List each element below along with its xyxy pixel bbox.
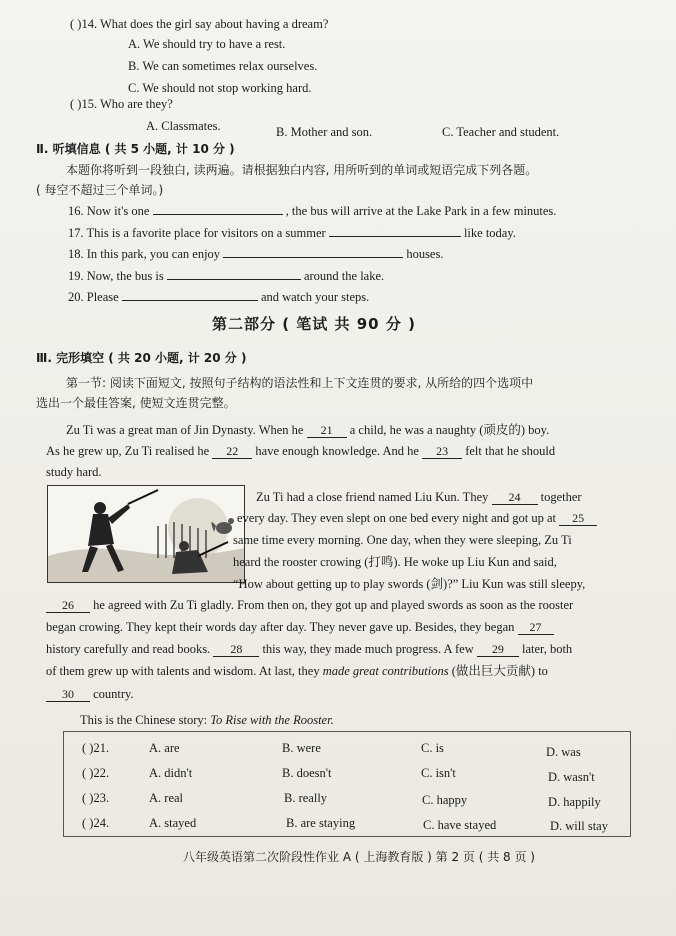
section-2-intro-line1: 本题你将听到一段独白, 读两遍。请根据独白内容, 用所听到的单词或短语完成下列各题。 (66, 163, 538, 177)
option-21-d[interactable]: D. was (546, 745, 581, 759)
question-18 (68, 243, 443, 262)
question-14 (70, 16, 328, 32)
answer-blank-19[interactable] (167, 265, 301, 280)
option-22-a[interactable]: A. didn't (149, 766, 193, 780)
question-17-text-end: like today. (463, 226, 516, 240)
option-row-21-number: ( )21. (82, 741, 110, 755)
story-title: To Rise with the Rooster. (210, 713, 334, 727)
cloze-blank-23: 23 (422, 444, 462, 459)
question-17 (68, 222, 516, 241)
answer-blank-16[interactable] (153, 200, 283, 215)
passage-line-12 (46, 663, 548, 679)
passage-line-7: heard the rooster crowing (打鸣). He woke up Liu Kun and said, (233, 555, 557, 569)
passage-text: together (540, 490, 582, 504)
passage-text: As he grew up, Zu Ti realised he (46, 444, 210, 458)
question-15-option-c: C. Teacher and student. (442, 125, 560, 139)
passage-text: felt that he should (465, 444, 556, 458)
cloze-blank-24: 24 (492, 490, 538, 505)
cloze-blank-22: 22 (212, 444, 252, 459)
passage-text: history carefully and read books. (46, 642, 211, 656)
question-18-text: 18. In this park, you can enjoy (68, 247, 221, 261)
passage-line-6: same time every morning. One day, when they were sleeping, Zu Ti (233, 533, 572, 547)
question-14-option-c: C. We should not stop working hard. (128, 81, 312, 95)
passage-text: a child, he was a naughty (顽皮的) boy. (349, 423, 550, 437)
cloze-blank-25: 25 (559, 511, 597, 526)
passage-line-1 (66, 422, 549, 438)
option-24-c[interactable]: C. have stayed (423, 818, 497, 832)
passage-text: Zu Ti was a great man of Jin Dynasty. When he (66, 423, 304, 437)
option-24-d[interactable]: D. will stay (550, 819, 608, 833)
section-3-intro-line2: 选出一个最佳答案, 使短文连贯完整。 (36, 396, 236, 410)
part-2-title: 第二部分 ( 笔试 共 90 分 ) (212, 315, 416, 333)
question-20 (68, 286, 369, 305)
question-14-option-b: B. We can sometimes relax ourselves. (128, 59, 318, 73)
sword-practice-picture (48, 486, 244, 582)
passage-text: he agreed with Zu Ti gladly. From then on, they got up and played swords as soon as the rooster (93, 598, 574, 612)
passage-text: this way, they made much progress. A few (262, 642, 474, 656)
answer-blank-20[interactable] (122, 286, 258, 301)
question-16-text: 16. Now it's one (68, 204, 150, 218)
option-22-c[interactable]: C. isn't (421, 766, 456, 780)
passage-text: Zu Ti had a close friend named Liu Kun. They (256, 490, 489, 504)
passage-line-3: study hard. (46, 465, 102, 479)
question-20-text: 20. Please (68, 290, 119, 304)
passage-line-9 (46, 597, 573, 613)
question-18-text-end: houses. (406, 247, 444, 261)
question-16 (68, 200, 556, 219)
passage-line-11 (46, 641, 572, 657)
story-illustration (47, 485, 245, 583)
option-22-b[interactable]: B. doesn't (282, 766, 332, 780)
cloze-blank-28: 28 (213, 642, 259, 657)
cloze-blank-29: 29 (477, 642, 519, 657)
question-17-text: 17. This is a favorite place for visitors on a summer (68, 226, 326, 240)
section-3-title: Ⅲ. 完形填空 ( 共 20 小题, 计 20 分 ) (36, 351, 247, 365)
question-19 (68, 265, 384, 284)
cloze-blank-30: 30 (46, 687, 90, 702)
passage-text: of them grew up with talents and wisdom. At last, they (46, 664, 320, 678)
option-22-d[interactable]: D. wasn't (548, 770, 595, 784)
passage-text: (做出巨大贡献) to (451, 664, 548, 678)
question-14-option-a: A. We should try to have a rest. (128, 37, 286, 51)
answer-blank-18[interactable] (223, 243, 403, 258)
option-21-a[interactable]: A. are (149, 741, 180, 755)
passage-line-8: “How about getting up to play swords (剑)?” Liu Kun was still sleepy, (233, 577, 586, 591)
passage-line-14 (80, 712, 334, 728)
page-footer: 八年级英语第二次阶段性作业 A ( 上海教育版 ) 第 2 页 ( 共 8 页 ) (183, 850, 535, 864)
passage-text-italic: made great contributions (322, 664, 449, 678)
question-14-number: ( )14. (70, 17, 98, 31)
passage-line-10 (46, 619, 554, 635)
option-23-a[interactable]: A. real (149, 791, 184, 805)
option-21-c[interactable]: C. is (421, 741, 444, 755)
question-20-text-end: and watch your steps. (260, 290, 370, 304)
passage-line-4 (256, 489, 582, 505)
section-2-title: Ⅱ. 听填信息 ( 共 5 小题, 计 10 分 ) (36, 142, 235, 156)
section-2-intro-line2: ( 每空不超过三个单词。) (36, 183, 164, 197)
passage-text: began crowing. They kept their words day after day. They never gave up. Besides, they began (46, 620, 515, 634)
option-23-c[interactable]: C. happy (422, 793, 468, 807)
option-row-23-number: ( )23. (82, 791, 110, 805)
answer-blank-17[interactable] (329, 222, 461, 237)
option-row-24-number: ( )24. (82, 816, 110, 830)
option-21-b[interactable]: B. were (282, 741, 321, 755)
option-row-22-number: ( )22. (82, 766, 110, 780)
passage-line-5 (237, 510, 597, 526)
passage-line-2 (46, 443, 555, 459)
cloze-blank-26: 26 (46, 598, 90, 613)
cloze-blank-21: 21 (307, 423, 347, 438)
question-16-text-end: , the bus will arrive at the Lake Park in a few minutes. (285, 204, 557, 218)
section-3-intro-line1: 第一节: 阅读下面短文, 按照句子结构的语法性和上下文连贯的要求, 从所给的四个选项中 (66, 376, 534, 390)
passage-text: This is the Chinese story: (80, 713, 208, 727)
question-15-number: ( )15. (70, 97, 98, 111)
option-23-d[interactable]: D. happily (548, 795, 601, 809)
passage-line-13 (46, 686, 134, 702)
passage-text: every day. They even slept on one bed every night and got up at (237, 511, 557, 525)
question-15-stem: Who are they? (99, 97, 173, 111)
question-19-text: 19. Now, the bus is (68, 269, 164, 283)
question-19-text-end: around the lake. (303, 269, 385, 283)
option-23-b[interactable]: B. really (284, 791, 328, 805)
question-15-option-b: B. Mother and son. (276, 125, 373, 139)
question-15-option-a: A. Classmates. (146, 119, 221, 133)
passage-text: have enough knowledge. And he (255, 444, 419, 458)
option-24-b[interactable]: B. are staying (286, 816, 356, 830)
passage-text: country. (93, 687, 134, 701)
option-24-a[interactable]: A. stayed (149, 816, 197, 830)
passage-text: later, both (522, 642, 573, 656)
question-14-stem: What does the girl say about having a dream? (99, 17, 329, 31)
cloze-blank-27: 27 (518, 620, 554, 635)
question-15 (70, 96, 173, 112)
